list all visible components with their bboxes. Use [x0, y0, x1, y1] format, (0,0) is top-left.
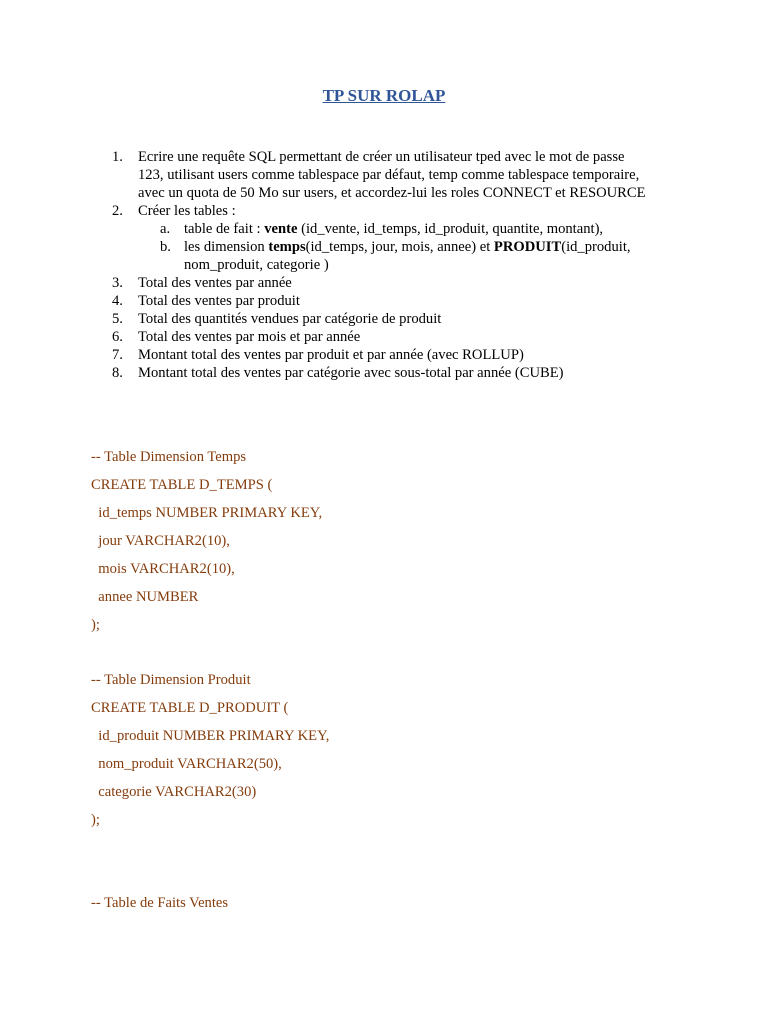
- question-text: Total des ventes par mois et par année: [138, 329, 361, 345]
- sub-item-prefix: table de fait :: [184, 221, 265, 237]
- table-name-bold: temps: [268, 239, 306, 255]
- question-text: Total des ventes par année: [138, 275, 292, 291]
- question-text: Total des quantités vendues par catégorie de produit: [138, 311, 442, 327]
- code-line: id_temps NUMBER PRIMARY KEY,: [91, 505, 323, 521]
- code-line: nom_produit VARCHAR2(50),: [91, 756, 282, 772]
- question-text-line: Ecrire une requête SQL permettant de créer un utilisateur tped avec le mot de passe: [138, 149, 625, 165]
- question-text-line: 123, utilisant users comme tablespace par défaut, temp comme tablespace temporaire,: [138, 167, 640, 183]
- sub-item-text: nom_produit, categorie ): [184, 257, 329, 273]
- question-text-line: avec un quota de 50 Mo sur users, et accordez-lui les roles CONNECT et RESOURCE: [138, 185, 646, 201]
- code-line: categorie VARCHAR2(30): [91, 784, 257, 800]
- code-comment: -- Table Dimension Temps: [91, 449, 247, 465]
- code-line: annee NUMBER: [91, 589, 199, 605]
- sub-item-prefix: les dimension: [184, 239, 269, 255]
- list-number: 1.: [112, 149, 123, 165]
- page-title: TP SUR ROLAP: [322, 86, 446, 105]
- code-comment: -- Table Dimension Produit: [91, 672, 251, 688]
- sub-item-suffix: (id_vente, id_temps, id_produit, quantite, montant),: [297, 221, 604, 237]
- table-name-bold: vente: [264, 221, 298, 237]
- sub-list-letter: b.: [160, 239, 171, 255]
- code-line: CREATE TABLE D_TEMPS (: [91, 477, 273, 493]
- code-line: mois VARCHAR2(10),: [91, 561, 235, 577]
- list-number: 2.: [112, 203, 123, 219]
- code-line: id_produit NUMBER PRIMARY KEY,: [91, 728, 330, 744]
- list-number: 5.: [112, 311, 123, 327]
- code-line: );: [91, 617, 100, 633]
- code-comment: -- Table de Faits Ventes: [91, 895, 229, 911]
- code-line: );: [91, 812, 100, 828]
- question-text: Montant total des ventes par catégorie avec sous-total par année (CUBE): [138, 365, 564, 381]
- list-number: 6.: [112, 329, 123, 345]
- list-number: 7.: [112, 347, 123, 363]
- list-number: 3.: [112, 275, 123, 291]
- sub-item-text: [184, 238, 631, 256]
- table-name-bold: PRODUIT: [493, 239, 562, 255]
- code-line: jour VARCHAR2(10),: [91, 533, 230, 549]
- sub-item-middle: (id_temps, jour, mois, annee) et: [305, 239, 494, 255]
- sub-item-suffix: (id_produit,: [561, 239, 631, 255]
- question-text: Montant total des ventes par produit et par année (avec ROLLUP): [138, 347, 524, 363]
- code-line: CREATE TABLE D_PRODUIT (: [91, 700, 289, 716]
- question-text: Créer les tables :: [138, 203, 236, 219]
- question-text: Total des ventes par produit: [138, 293, 300, 309]
- sub-item-text: [184, 220, 603, 238]
- list-number: 8.: [112, 365, 123, 381]
- sub-list-letter: a.: [160, 221, 171, 237]
- list-number: 4.: [112, 293, 123, 309]
